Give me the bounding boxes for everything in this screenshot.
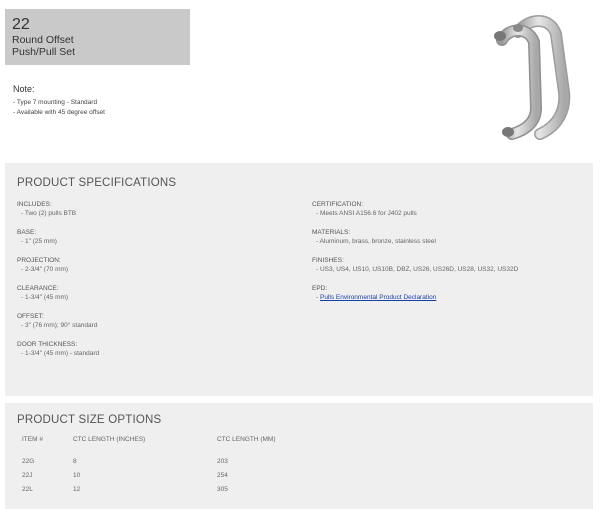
spec-label: BASE: xyxy=(17,229,37,236)
round-offset-pull-handle-icon xyxy=(488,12,588,146)
spec-door-thickness xyxy=(17,340,99,358)
cell-ctc-mm: 305 xyxy=(217,485,228,493)
spec-value: - 1-3/4" (45 mm) - standard xyxy=(21,350,100,357)
spec-includes xyxy=(17,200,99,218)
product-specifications-panel xyxy=(5,163,593,396)
spec-value: - 3" (76 mm); 90° standard xyxy=(21,322,98,329)
note-section xyxy=(13,84,105,118)
spec-clearance xyxy=(17,284,99,302)
spec-value: - Two (2) pulls BTB xyxy=(21,210,77,217)
spec-label: INCLUDES: xyxy=(17,201,52,208)
spec-value xyxy=(312,293,518,302)
product-title-box xyxy=(5,9,190,65)
note-heading: Note: xyxy=(13,84,35,94)
column-header-ctc-inches: CTC LENGTH (INCHES) xyxy=(73,436,146,443)
spec-label: DOOR THICKNESS: xyxy=(17,341,78,348)
spec-value: - 2-3/4" (70 mm) xyxy=(21,266,69,273)
spec-value: - Aluminum, brass, bronze, stainless steel xyxy=(316,238,436,245)
spec-projection xyxy=(17,256,99,274)
spec-column-left xyxy=(17,200,99,368)
column-header-item: ITEM # xyxy=(22,436,43,443)
product-specifications-title: PRODUCT SPECIFICATIONS xyxy=(17,177,177,189)
product-number: 22 xyxy=(12,16,30,33)
spec-certification xyxy=(312,200,518,218)
spec-value: - 1" (25 mm) xyxy=(21,238,57,245)
spec-offset xyxy=(17,312,99,330)
cell-ctc-mm: 254 xyxy=(217,471,228,479)
cell-ctc-inches: 8 xyxy=(73,457,77,465)
spec-base xyxy=(17,228,99,246)
note-line: - Type 7 mounting - Standard xyxy=(13,99,98,106)
note-line: - Available with 45 degree offset xyxy=(13,109,105,116)
cell-ctc-inches: 10 xyxy=(73,471,81,479)
spec-finishes xyxy=(312,256,518,274)
column-header-ctc-mm: CTC LENGTH (MM) xyxy=(217,436,276,443)
table-header-row xyxy=(22,436,337,454)
product-size-options-title: PRODUCT SIZE OPTIONS xyxy=(17,414,162,426)
spec-value: - US3, US4, US10, US10B, DBZ, US26, US26D, US28, US32, US32D xyxy=(316,266,519,273)
spec-label: FINISHES: xyxy=(312,257,344,264)
spec-epd xyxy=(312,284,518,302)
epd-link[interactable]: Pulls Environmental Product Declaration xyxy=(319,294,437,301)
spec-value: - Meets ANSI A156.6 for J402 pulls xyxy=(316,210,417,217)
cell-ctc-inches: 12 xyxy=(73,485,81,493)
spec-label: CERTIFICATION: xyxy=(312,201,364,208)
spec-value: - 1-3/4" (45 mm) xyxy=(21,294,69,301)
size-options-table xyxy=(22,436,337,496)
product-name-line2: Push/Pull Set xyxy=(12,46,76,58)
spec-column-right xyxy=(312,200,518,312)
cell-item: 22L xyxy=(22,485,33,493)
spec-materials xyxy=(312,228,518,246)
spec-label: PROJECTION: xyxy=(17,257,61,264)
spec-label: MATERIALS: xyxy=(312,229,351,236)
table-row xyxy=(22,482,337,496)
spec-label: EPD: xyxy=(312,285,328,292)
table-row xyxy=(22,468,337,482)
spec-label: CLEARANCE: xyxy=(17,285,59,292)
product-name-line1: Round Offset xyxy=(12,34,74,46)
spec-label: OFFSET: xyxy=(17,313,44,320)
cell-item: 22G xyxy=(22,457,35,465)
table-row xyxy=(22,454,337,468)
cell-ctc-mm: 203 xyxy=(217,457,228,465)
product-size-options-panel xyxy=(5,403,593,509)
cell-item: 22J xyxy=(22,471,33,479)
epd-prefix: - xyxy=(316,294,320,301)
